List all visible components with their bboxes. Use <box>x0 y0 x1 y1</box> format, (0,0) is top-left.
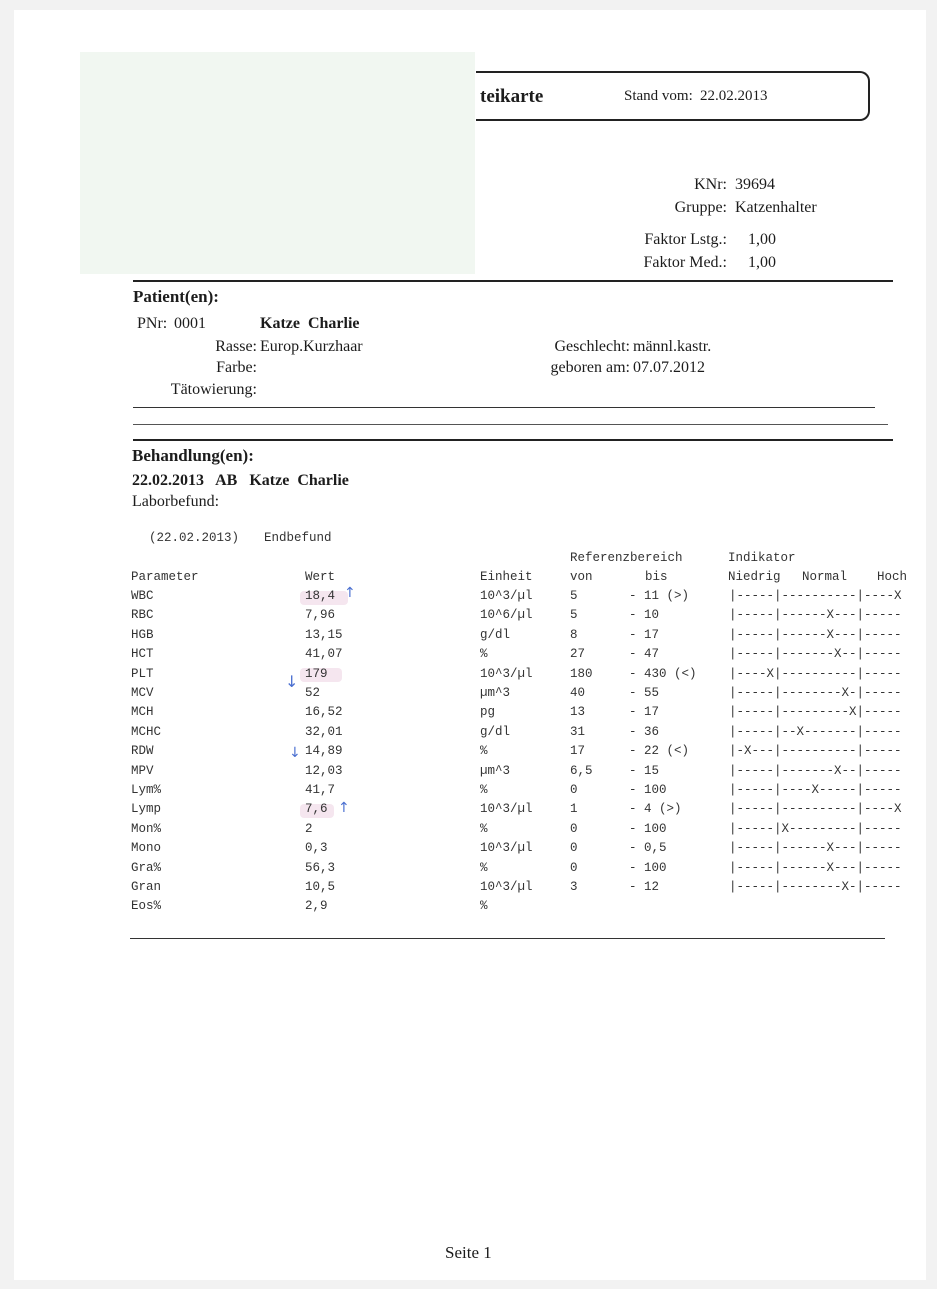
einheit-cell: % <box>480 744 488 759</box>
gruppe-value: Katzenhalter <box>735 199 817 216</box>
von-cell: 1 <box>570 802 578 817</box>
parameter-cell: MCV <box>131 686 154 700</box>
bis-cell: - 55 <box>629 686 660 700</box>
table-row <box>0 667 937 686</box>
von-cell: 180 <box>570 666 593 681</box>
parameter-cell: Mon% <box>131 821 162 836</box>
von-cell: 40 <box>570 686 586 700</box>
indikator-cell: |-----|------X---|----- <box>729 860 902 875</box>
faktor-med-value: 1,00 <box>748 254 776 271</box>
indikator-cell: |-----|-------X--|----- <box>729 647 902 662</box>
parameter-cell: RBC <box>131 608 154 623</box>
laborbefund-label: Laborbefund: <box>132 493 220 510</box>
einheit-header: Einheit <box>480 570 533 584</box>
von-cell: 0 <box>570 783 578 797</box>
einheit-cell: % <box>480 821 488 836</box>
stand-date: 22.02.2013 <box>700 88 768 104</box>
bis-cell: - 12 <box>629 880 660 894</box>
geboren-label: geboren am: <box>550 359 630 376</box>
bis-header: bis <box>645 570 668 584</box>
indikator-cell: |----X|----------|----- <box>729 666 902 681</box>
table-row <box>0 628 937 647</box>
bis-cell: - 47 <box>629 647 660 662</box>
parameter-cell: MCH <box>131 705 154 720</box>
parameter-cell: Lym% <box>131 783 162 797</box>
normal-header: Normal <box>802 570 848 584</box>
von-cell: 31 <box>570 724 586 739</box>
einheit-cell: 10^3/µl <box>480 841 533 856</box>
divider <box>133 424 888 425</box>
parameter-cell: Gran <box>131 880 162 894</box>
wert-cell: 41,07 <box>305 647 343 662</box>
von-cell: 0 <box>570 821 578 836</box>
einheit-cell: µm^3 <box>480 763 511 778</box>
table-row <box>0 783 937 802</box>
arrow-down-icon: ↓ <box>289 745 301 761</box>
wert-cell: 14,89 <box>305 744 343 759</box>
parameter-header: Parameter <box>131 570 199 584</box>
stand-label: Stand vom: <box>624 88 693 104</box>
indikator-cell: |-----|--------X-|----- <box>729 880 902 894</box>
von-cell: 8 <box>570 627 578 642</box>
einheit-cell: % <box>480 647 488 662</box>
gruppe-label: Gruppe: <box>674 199 727 216</box>
bis-cell: - 11 (>) <box>629 589 690 603</box>
divider <box>133 407 875 408</box>
parameter-cell: Mono <box>131 841 162 856</box>
einheit-cell: 10^6/µl <box>480 608 533 623</box>
von-cell: 3 <box>570 880 578 894</box>
von-header: von <box>570 570 593 584</box>
page-number: Seite 1 <box>445 1243 492 1262</box>
geboren-value: 07.07.2012 <box>633 359 705 376</box>
behandlung-entry: 22.02.2013 AB Katze Charlie <box>132 472 349 489</box>
table-row <box>0 608 937 627</box>
behandlung-section-title: Behandlung(en): <box>132 446 254 465</box>
bis-cell: - 10 <box>629 608 660 623</box>
table-row <box>0 725 937 744</box>
redacted-header-area <box>80 52 475 274</box>
niedrig-header: Niedrig <box>728 570 781 584</box>
wert-cell: 12,03 <box>305 763 343 778</box>
von-cell: 6,5 <box>570 763 593 778</box>
einheit-cell: % <box>480 860 488 875</box>
taetowierung-label: Tätowierung: <box>170 381 257 398</box>
befund-date: (22.02.2013) <box>149 531 240 545</box>
parameter-cell: HCT <box>131 647 154 662</box>
von-cell: 5 <box>570 608 578 623</box>
wert-cell: 7,96 <box>305 608 336 623</box>
patient-section-title: Patient(en): <box>133 287 219 306</box>
parameter-cell: Eos% <box>131 899 162 914</box>
patient-name: Katze Charlie <box>260 315 360 332</box>
einheit-cell: µm^3 <box>480 686 511 700</box>
geschlecht-label: Geschlecht: <box>554 338 630 355</box>
wert-cell: 18,4 <box>305 589 336 603</box>
wert-cell: 2,9 <box>305 899 328 914</box>
indikator-cell: |-----|----X-----|----- <box>729 783 902 797</box>
table-row <box>0 841 937 860</box>
parameter-cell: HGB <box>131 627 154 642</box>
einheit-cell: % <box>480 783 488 797</box>
bis-cell: - 15 <box>629 763 660 778</box>
parameter-cell: RDW <box>131 744 154 759</box>
indikator-cell: |-----|------X---|----- <box>729 841 902 856</box>
von-cell: 13 <box>570 705 586 720</box>
bis-cell: - 36 <box>629 724 660 739</box>
bis-cell: - 100 <box>629 821 667 836</box>
von-cell: 0 <box>570 841 578 856</box>
parameter-cell: PLT <box>131 666 154 681</box>
befund-type: Endbefund <box>264 531 332 545</box>
indikator-cell: |-----|----------|----X <box>729 589 902 603</box>
indikator-cell: |-----|-------X--|----- <box>729 763 902 778</box>
wert-cell: 13,15 <box>305 627 343 642</box>
einheit-cell: 10^3/µl <box>480 589 533 603</box>
einheit-cell: 10^3/µl <box>480 666 533 681</box>
table-row <box>0 861 937 880</box>
arrow-up-icon: ↑ <box>338 800 350 816</box>
bis-cell: - 22 (<) <box>629 744 690 759</box>
wert-header: Wert <box>305 570 336 584</box>
table-row <box>0 686 937 705</box>
bis-cell: - 4 (>) <box>629 802 682 817</box>
wert-cell: 0,3 <box>305 841 328 856</box>
einheit-cell: g/dl <box>480 627 511 642</box>
indikator-cell: |-X---|----------|----- <box>729 744 902 759</box>
table-row <box>0 705 937 724</box>
von-cell: 5 <box>570 589 578 603</box>
indikator-cell: |-----|------X---|----- <box>729 608 902 623</box>
von-cell: 27 <box>570 647 586 662</box>
parameter-cell: Gra% <box>131 860 162 875</box>
table-row <box>0 880 937 899</box>
bis-cell: - 100 <box>629 860 667 875</box>
wert-cell: 52 <box>305 686 321 700</box>
table-row <box>0 744 937 763</box>
divider <box>133 280 893 282</box>
wert-cell: 56,3 <box>305 860 336 875</box>
arrow-down-icon: ↓ <box>285 672 299 691</box>
knr-value: 39694 <box>735 176 775 193</box>
table-row <box>0 589 937 608</box>
hoch-header: Hoch <box>877 570 908 584</box>
parameter-cell: Lymp <box>131 802 162 817</box>
farbe-label: Farbe: <box>216 359 257 376</box>
pnr-value: 0001 <box>174 315 206 332</box>
referenz-header: Referenzbereich <box>570 551 683 565</box>
indikator-cell: |-----|--X-------|----- <box>729 724 902 739</box>
knr-label: KNr: <box>694 176 727 193</box>
wert-cell: 7,6 <box>305 802 328 817</box>
indikator-cell: |-----|--------X-|----- <box>729 686 902 700</box>
von-cell: 17 <box>570 744 586 759</box>
einheit-cell: % <box>480 899 488 914</box>
table-row <box>0 764 937 783</box>
bis-cell: - 17 <box>629 627 660 642</box>
wert-cell: 41,7 <box>305 783 336 797</box>
bis-cell: - 430 (<) <box>629 666 697 681</box>
indikator-header: Indikator <box>728 551 796 565</box>
von-cell: 0 <box>570 860 578 875</box>
bis-cell: - 17 <box>629 705 660 720</box>
wert-cell: 179 <box>305 666 328 681</box>
parameter-cell: MCHC <box>131 724 162 739</box>
faktor-lstg-label: Faktor Lstg.: <box>644 231 727 248</box>
indikator-cell: |-----|X---------|----- <box>729 821 902 836</box>
geschlecht-value: männl.kastr. <box>633 338 712 355</box>
table-row <box>0 899 937 918</box>
faktor-lstg-value: 1,00 <box>748 231 776 248</box>
indikator-cell: |-----|----------|----X <box>729 802 902 817</box>
parameter-cell: MPV <box>131 763 154 778</box>
faktor-med-label: Faktor Med.: <box>643 254 727 271</box>
pnr-label: PNr: <box>137 315 168 332</box>
wert-cell: 10,5 <box>305 880 336 894</box>
einheit-cell: pg <box>480 705 496 720</box>
wert-cell: 32,01 <box>305 724 343 739</box>
rasse-label: Rasse: <box>215 338 257 355</box>
wert-cell: 16,52 <box>305 705 343 720</box>
divider <box>130 938 885 939</box>
wert-cell: 2 <box>305 821 313 836</box>
table-row <box>0 647 937 666</box>
divider <box>133 439 893 441</box>
bis-cell: - 0,5 <box>629 841 667 856</box>
einheit-cell: 10^3/µl <box>480 802 533 817</box>
indikator-cell: |-----|---------X|----- <box>729 705 902 720</box>
rasse-value: Europ.Kurzhaar <box>260 338 363 355</box>
bis-cell: - 100 <box>629 783 667 797</box>
einheit-cell: g/dl <box>480 724 511 739</box>
document-title: teikarte <box>480 86 544 107</box>
einheit-cell: 10^3/µl <box>480 880 533 894</box>
indikator-cell: |-----|------X---|----- <box>729 627 902 642</box>
parameter-cell: WBC <box>131 589 154 603</box>
table-row <box>0 802 937 821</box>
arrow-up-icon: ↑ <box>344 585 356 601</box>
table-row <box>0 822 937 841</box>
